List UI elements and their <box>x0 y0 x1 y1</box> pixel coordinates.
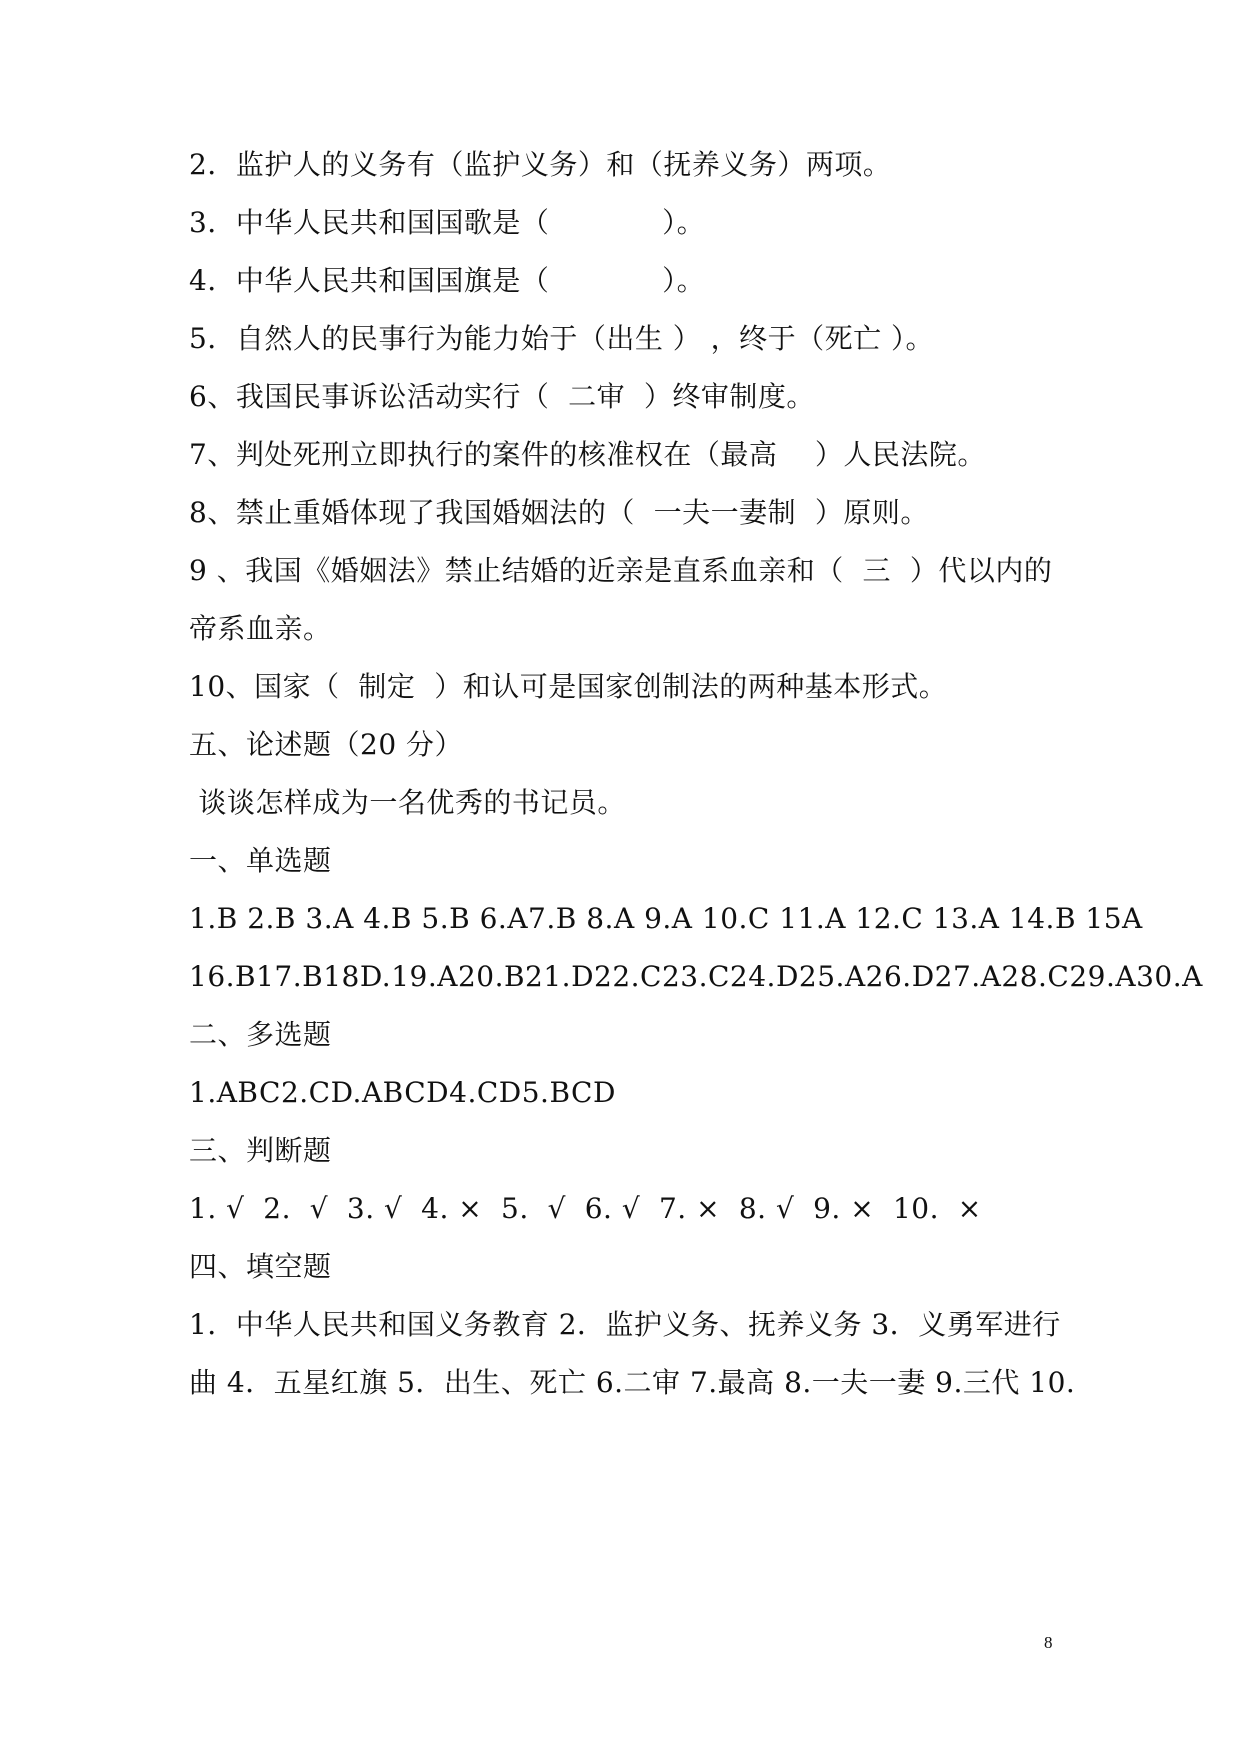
text-line: 帝系血亲。 <box>189 612 332 645</box>
text-line: 5．自然人的民事行为能力始于（出生 ） ，终于（死亡 ）。 <box>189 322 935 355</box>
text-line: 1.B 2.B 3.A 4.B 5.B 6.A7.B 8.A 9.A 10.C 11.A 12.C 13.A 14.B 15A <box>189 902 1143 935</box>
section-heading: 三、判断题 <box>189 1134 332 1167</box>
section-heading: 一、单选题 <box>189 844 332 877</box>
text-line: 3．中华人民共和国国歌是（ ）。 <box>189 206 706 239</box>
text-line: 1.ABC2.CD.ABCD4.CD5.BCD <box>189 1076 616 1109</box>
text-line: 谈谈怎样成为一名优秀的书记员。 <box>189 786 626 819</box>
text-line: 16.B17.B18D.19.A20.B21.D22.C23.C24.D25.A26.D27.A28.C29.A30.A <box>189 960 1203 993</box>
text-line: 8、禁止重婚体现了我国婚姻法的（ 一夫一妻制 ）原则。 <box>189 496 929 529</box>
text-line: 10、国家（ 制定 ）和认可是国家创制法的两种基本形式。 <box>189 670 948 703</box>
text-line: 2．监护人的义务有（监护义务）和（抚养义务）两项。 <box>189 148 892 181</box>
text-line: 1. √ 2. √ 3. √ 4. × 5. √ 6. √ 7. × 8. √ 9. × 10. × <box>189 1192 982 1225</box>
text-line: 9 、我国《婚姻法》禁止结婚的近亲是直系血亲和（ 三 ）代以内的 <box>189 554 1053 587</box>
text-line: 7、判处死刑立即执行的案件的核准权在（最高 ）人民法院。 <box>189 438 986 471</box>
section-heading: 二、多选题 <box>189 1018 332 1051</box>
section-heading: 四、填空题 <box>189 1250 332 1283</box>
text-line: 1．中华人民共和国义务教育 2．监护义务、抚养义务 3．义勇军进行 <box>189 1308 1061 1341</box>
section-heading: 五、论述题（20 分） <box>189 728 464 761</box>
text-line: 4．中华人民共和国国旗是（ ）。 <box>189 264 706 297</box>
page-number: 8 <box>1044 1633 1053 1652</box>
text-line: 6、我国民事诉讼活动实行（ 二审 ）终审制度。 <box>189 380 815 413</box>
text-line: 曲 4．五星红旗 5．出生、死亡 6.二审 7.最高 8.一夫一妻 9.三代 10. <box>189 1366 1076 1399</box>
